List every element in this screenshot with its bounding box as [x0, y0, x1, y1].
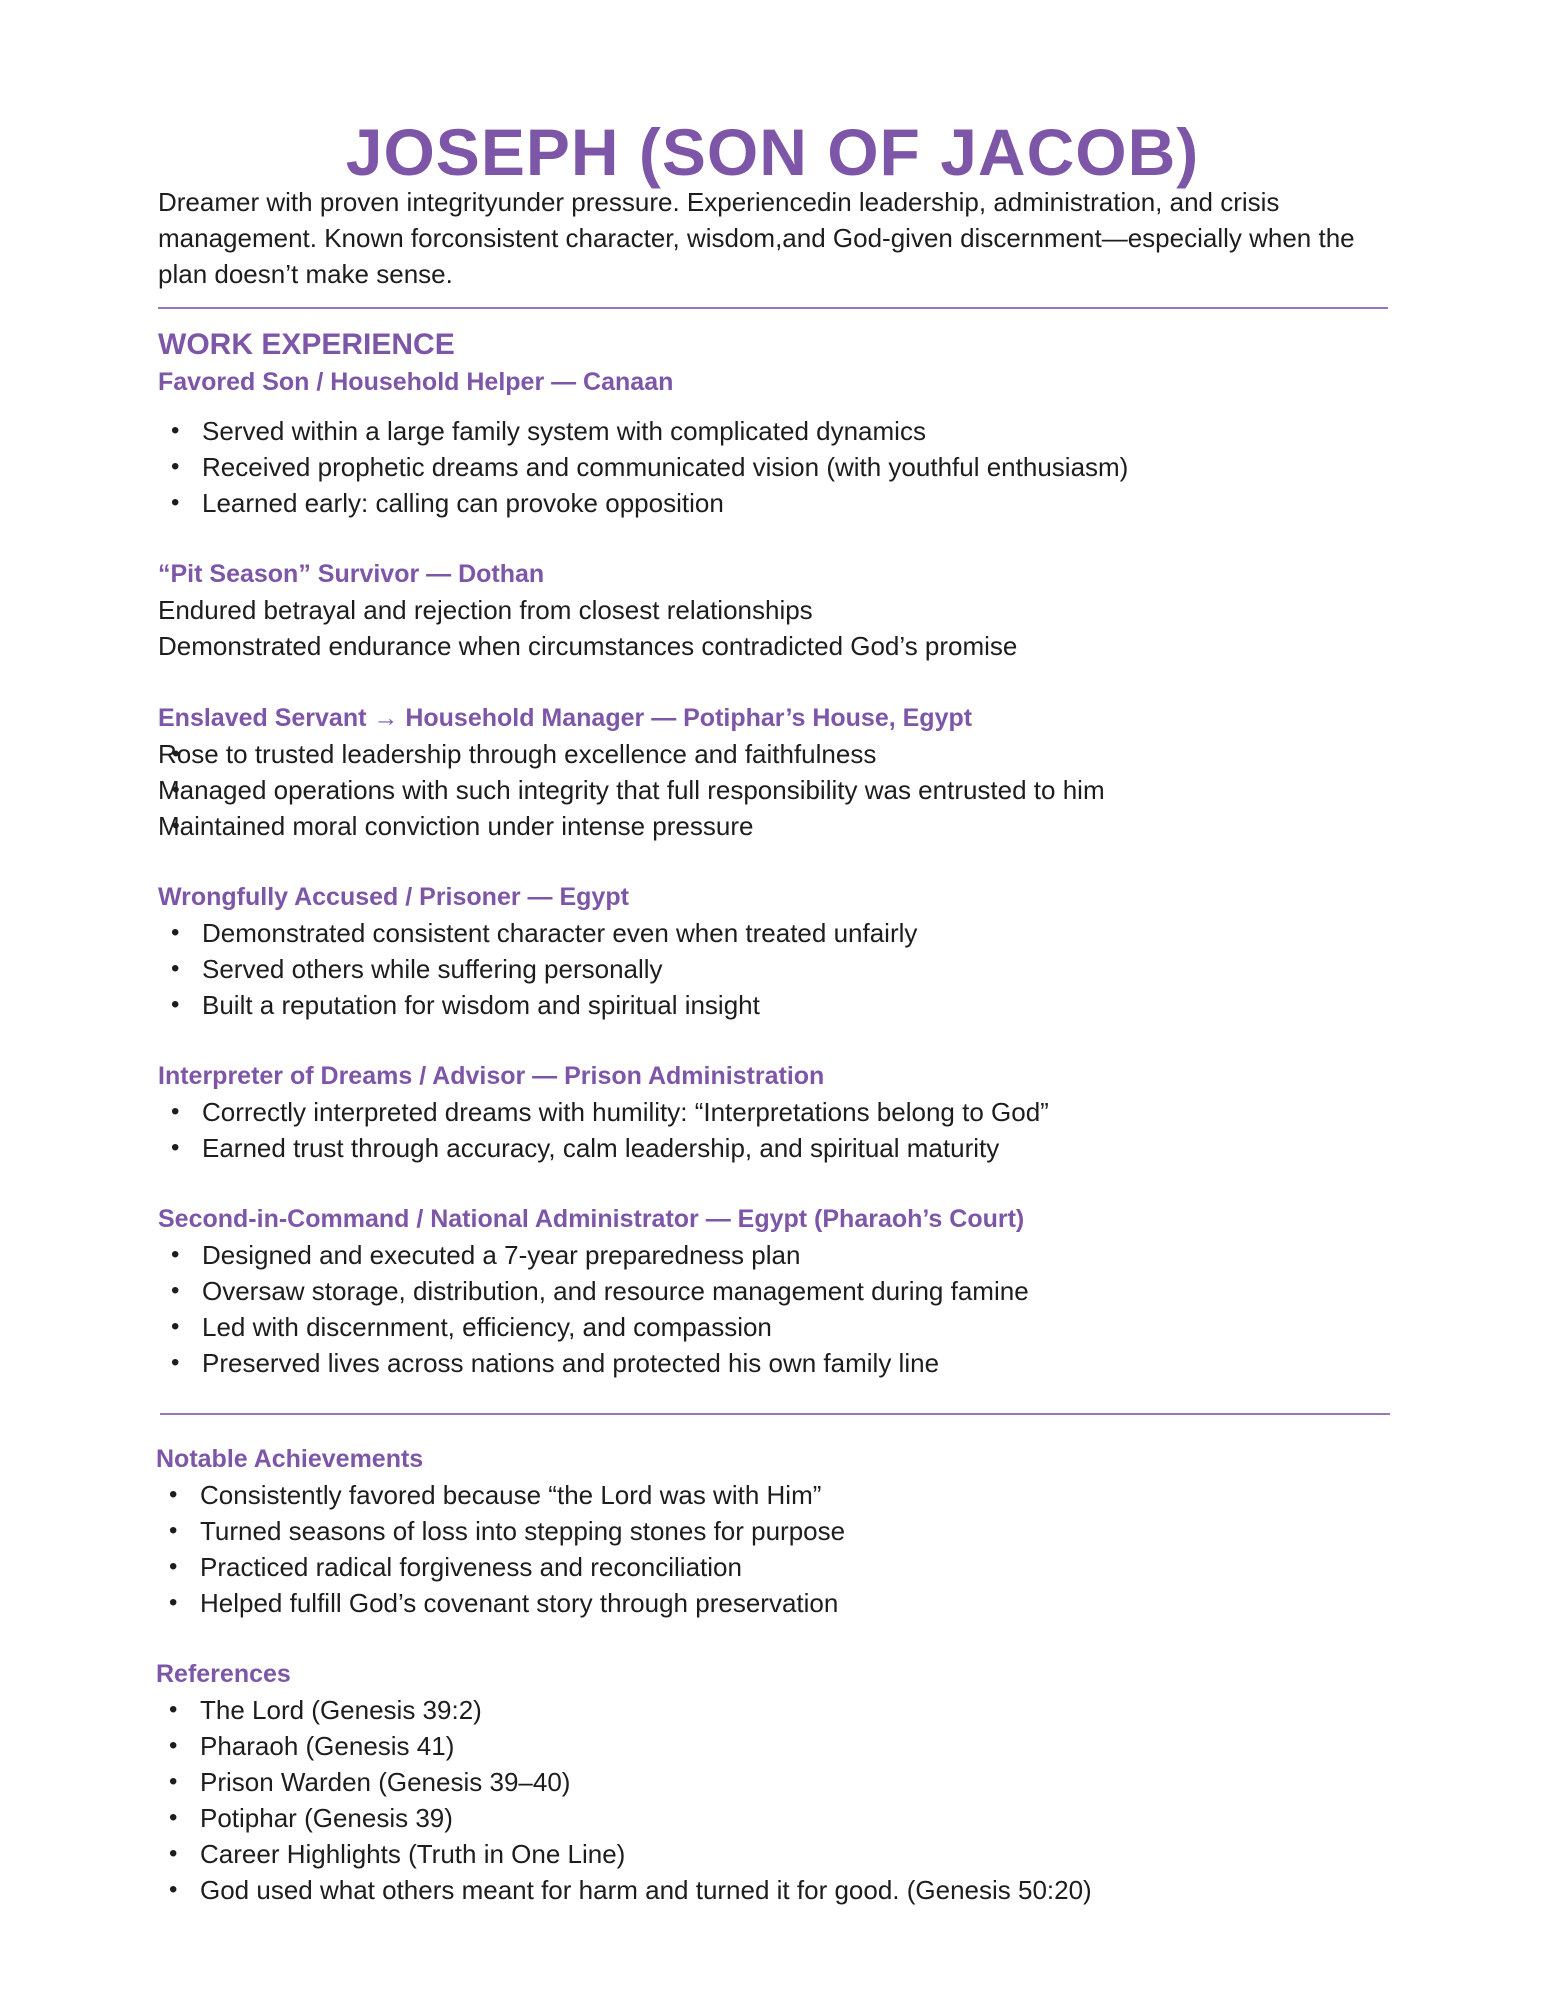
list-item: • Preserved lives across nations and protected his own family line [158, 1345, 1029, 1381]
list-item: • Correctly interpreted dreams with humility: “Interpretations belong to God” [158, 1094, 1049, 1130]
list-item: • Served others while suffering personally [158, 951, 917, 987]
list-item: • Potiphar (Genesis 39) [156, 1800, 1092, 1836]
achievements-list [156, 1477, 845, 1621]
list-item: • Oversaw storage, distribution, and resource management during famine [158, 1273, 1029, 1309]
list-item: • God used what others meant for harm and turned it for good. (Genesis 50:20) [156, 1872, 1092, 1908]
list-item: • Prison Warden (Genesis 39–40) [156, 1764, 1092, 1800]
job-duties-list [158, 592, 1017, 664]
list-item: • Practiced radical forgiveness and reconciliation [156, 1549, 845, 1585]
list-item: • Received prophetic dreams and communicated vision (with youthful enthusiasm) [158, 449, 1128, 485]
list-item: • Helped fulfill God’s covenant story through preservation [156, 1585, 845, 1621]
references-heading: References [156, 1660, 291, 1688]
list-item: • Consistently favored because “the Lord was with Him” [156, 1477, 845, 1513]
list-item: • Managed operations with such integrity that full responsibility was entrusted to him [158, 772, 1105, 808]
list-item: • Built a reputation for wisdom and spiritual insight [158, 987, 917, 1023]
list-item: • Earned trust through accuracy, calm leadership, and spiritual maturity [158, 1130, 1049, 1166]
job-title: Enslaved Servant → Household Manager — Potiphar’s House, Egypt [158, 704, 973, 732]
list-item: Endured betrayal and rejection from closest relationships [158, 595, 813, 625]
job-duties-list [158, 1094, 1049, 1166]
job-duties-list [158, 413, 1128, 521]
job-duties-list [158, 736, 1105, 844]
list-item: • The Lord (Genesis 39:2) [156, 1692, 1092, 1728]
list-item: • Career Highlights (Truth in One Line) [156, 1836, 1092, 1872]
job-title: Interpreter of Dreams / Advisor — Prison Administration [158, 1062, 825, 1090]
work-experience-heading: WORK EXPERIENCE [158, 328, 455, 361]
references-list [156, 1692, 1092, 1908]
list-item: • Rose to trusted leadership through excellence and faithfulness [158, 736, 1105, 772]
section-divider [158, 307, 1388, 309]
job-title: “Pit Season” Survivor — Dothan [158, 560, 545, 588]
page-title: JOSEPH (SON OF JACOB) [345, 115, 1200, 189]
list-item: • Led with discernment, efficiency, and compassion [158, 1309, 1029, 1345]
list-item: • Designed and executed a 7-year preparedness plan [158, 1237, 1029, 1273]
list-item: • Demonstrated consistent character even when treated unfairly [158, 915, 917, 951]
job-title: Favored Son / Household Helper — Canaan [158, 368, 674, 396]
job-duties-list [158, 915, 917, 1023]
list-item: Demonstrated endurance when circumstances contradicted God’s promise [158, 631, 1018, 661]
job-title: Wrongfully Accused / Prisoner — Egypt [158, 883, 629, 911]
list-item: • Maintained moral conviction under intense pressure [158, 808, 1105, 844]
list-item: • Turned seasons of loss into stepping stones for purpose [156, 1513, 845, 1549]
list-item: • Served within a large family system with complicated dynamics [158, 413, 1128, 449]
section-divider [160, 1413, 1390, 1415]
achievements-heading: Notable Achievements [156, 1445, 424, 1473]
list-item: • Learned early: calling can provoke opposition [158, 485, 1128, 521]
list-item: • Pharaoh (Genesis 41) [156, 1728, 1092, 1764]
job-duties-list [158, 1237, 1029, 1381]
job-title: Second-in-Command / National Administrator — Egypt (Pharaoh’s Court) [158, 1205, 1025, 1233]
summary-paragraph: Dreamer with proven integrityunder pressure. Experiencedin leadership, administration, and crisis management. Known forconsistent character, wisdom,and God-given discernment—especially when the plan doesn’t make sense. [158, 187, 1355, 289]
